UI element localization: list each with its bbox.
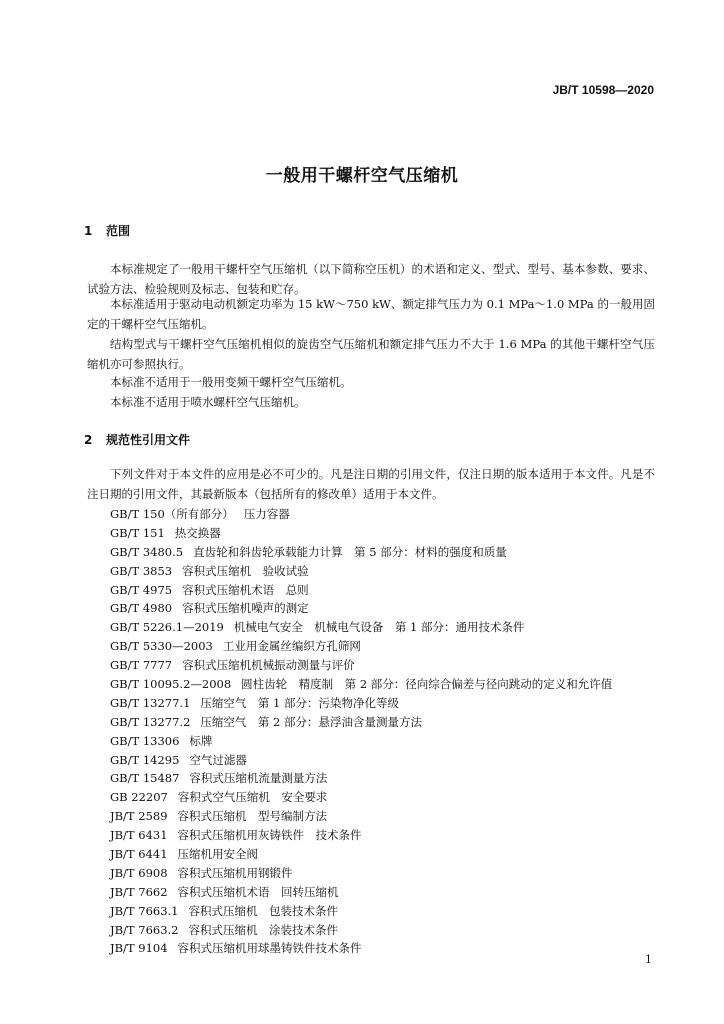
- reference-title: 压缩机用安全阀: [177, 847, 259, 862]
- reference-code: GB/T 3480.5: [110, 544, 184, 559]
- reference-title: 容积式压缩机用灰铸铁件 技术条件: [177, 828, 362, 843]
- reference-code: JB/T 2589: [110, 809, 168, 824]
- reference-code: JB/T 6441: [110, 847, 168, 862]
- reference-title: 机械电气安全 机械电气设备 第 1 部分：通用技术条件: [233, 620, 525, 635]
- scope-paragraph-1: 本标准规定了一般用干螺杆空气压缩机（以下简称空压机）的术语和定义、型式、型号、基本参数、要求、试验方法、检验规则及标志、包装和贮存。: [87, 262, 655, 296]
- reference-item: [110, 883, 612, 902]
- reference-title: 容积式压缩机术语 回转压缩机: [177, 884, 339, 899]
- section-2-number: 2: [84, 433, 93, 447]
- reference-title: 容积式压缩机机械振动测量与评价: [182, 658, 355, 673]
- document-title: 一般用干螺杆空气压缩机: [265, 166, 459, 186]
- reference-code: GB/T 4980: [110, 601, 173, 616]
- reference-item: [110, 637, 612, 656]
- reference-code: GB/T 14295: [110, 752, 180, 767]
- page-number: 1: [645, 953, 652, 966]
- reference-title: 压力容器: [243, 507, 290, 521]
- reference-item: [110, 675, 612, 694]
- reference-item: [110, 713, 612, 732]
- reference-code: GB/T 3853: [110, 563, 173, 578]
- reference-title: 空气过滤器: [189, 752, 247, 767]
- scope-paragraph-4: 本标准不适用于一般用变频干螺杆空气压缩机。: [110, 375, 352, 389]
- reference-code: JB/T 6908: [110, 865, 168, 880]
- reference-code: JB/T 7663.2: [110, 922, 179, 937]
- reference-code: JB/T 9104: [110, 941, 168, 956]
- reference-code: GB/T 4975: [110, 582, 173, 597]
- reference-title: 标牌: [189, 733, 213, 748]
- section-2-heading: [84, 431, 190, 448]
- reference-item: [110, 807, 612, 826]
- scope-paragraph-3: 结构型式与干螺杆空气压缩机相似的旋齿空气压缩机和额定排气压力不大于 1.6 MPa 的其他干螺杆空气压缩机亦可参照执行。: [87, 337, 655, 371]
- reference-item: [110, 788, 612, 807]
- reference-item: [110, 864, 612, 883]
- reference-code: GB/T 15487: [110, 771, 180, 786]
- reference-title: 压缩空气 第 1 部分：污染物净化等级: [200, 695, 400, 710]
- section-1-number: 1: [84, 224, 93, 238]
- reference-title: 容积式空气压缩机 安全要求: [177, 790, 328, 805]
- reference-title: 圆柱齿轮 精度制 第 2 部分：径向综合偏差与径向跳动的定义和允许值: [241, 677, 613, 692]
- reference-code: GB/T 5330—2003: [110, 639, 213, 654]
- reference-title: 工业用金属丝编织方孔筛网: [222, 639, 361, 654]
- reference-item: [110, 902, 612, 921]
- reference-item: [110, 599, 612, 618]
- reference-code: GB/T 150（所有部分）: [110, 507, 234, 521]
- reference-title: 容积式压缩机术语 总则: [182, 582, 309, 597]
- reference-code: JB/T 6431: [110, 828, 168, 843]
- reference-item: [110, 524, 612, 543]
- reference-item: [110, 543, 612, 562]
- reference-title: 容积式压缩机 涂装技术条件: [188, 922, 339, 937]
- reference-list: [110, 505, 612, 958]
- reference-item: [110, 751, 612, 770]
- reference-title: 容积式压缩机用球墨铸铁件技术条件: [177, 941, 362, 956]
- reference-code: GB/T 13277.1: [110, 695, 191, 710]
- reference-item: [110, 732, 612, 751]
- reference-title: 压缩空气 第 2 部分：悬浮油含量测量方法: [200, 714, 423, 729]
- reference-title: 容积式压缩机 验收试验: [182, 563, 309, 578]
- reference-item: [110, 618, 612, 637]
- reference-title: 容积式压缩机噪声的测定: [182, 601, 309, 616]
- reference-title: 热交换器: [174, 525, 221, 540]
- reference-item: [110, 845, 612, 864]
- reference-code: GB/T 10095.2—2008: [110, 677, 232, 692]
- standard-number: JB/T 10598—2020: [552, 83, 654, 97]
- section-1-heading: [84, 222, 130, 239]
- reference-item: [110, 939, 612, 958]
- section-2-title: 规范性引用文件: [106, 433, 191, 447]
- reference-item: [110, 769, 612, 788]
- references-intro: 下列文件对于本文件的应用是必不可少的。凡是注日期的引用文件，仅注日期的版本适用于本文件。凡是不注日期的引用文件，其最新版本（包括所有的修改单）适用于本文件。: [87, 467, 655, 501]
- scope-paragraph-5: 本标准不适用于喷水螺杆空气压缩机。: [110, 395, 306, 409]
- reference-title: 直齿轮和斜齿轮承载能力计算 第 5 部分：材料的强度和质量: [193, 544, 507, 559]
- reference-item: [110, 921, 612, 940]
- reference-title: 容积式压缩机流量测量方法: [189, 771, 328, 786]
- reference-code: GB/T 13306: [110, 733, 180, 748]
- section-1-title: 范围: [106, 224, 131, 238]
- reference-title: 容积式压缩机用钢锻件: [177, 865, 293, 880]
- reference-code: GB 22207: [110, 790, 168, 805]
- reference-code: GB/T 7777: [110, 658, 173, 673]
- reference-code: JB/T 7662: [110, 884, 168, 899]
- reference-item: [110, 694, 612, 713]
- reference-item: [110, 581, 612, 600]
- reference-code: GB/T 151: [110, 525, 165, 540]
- reference-item: [110, 562, 612, 581]
- scope-paragraph-2: 本标准适用于驱动电动机额定功率为 15 kW～750 kW、额定排气压力为 0.1 MPa～1.0 MPa 的一般用固定的干螺杆空气压缩机。: [87, 297, 655, 331]
- reference-title: 容积式压缩机 型号编制方法: [177, 809, 328, 824]
- reference-item: [110, 826, 612, 845]
- reference-title: 容积式压缩机 包装技术条件: [188, 903, 339, 918]
- reference-code: GB/T 5226.1—2019: [110, 620, 224, 635]
- reference-item: [110, 505, 612, 524]
- reference-code: JB/T 7663.1: [110, 903, 179, 918]
- reference-code: GB/T 13277.2: [110, 714, 191, 729]
- reference-item: [110, 656, 612, 675]
